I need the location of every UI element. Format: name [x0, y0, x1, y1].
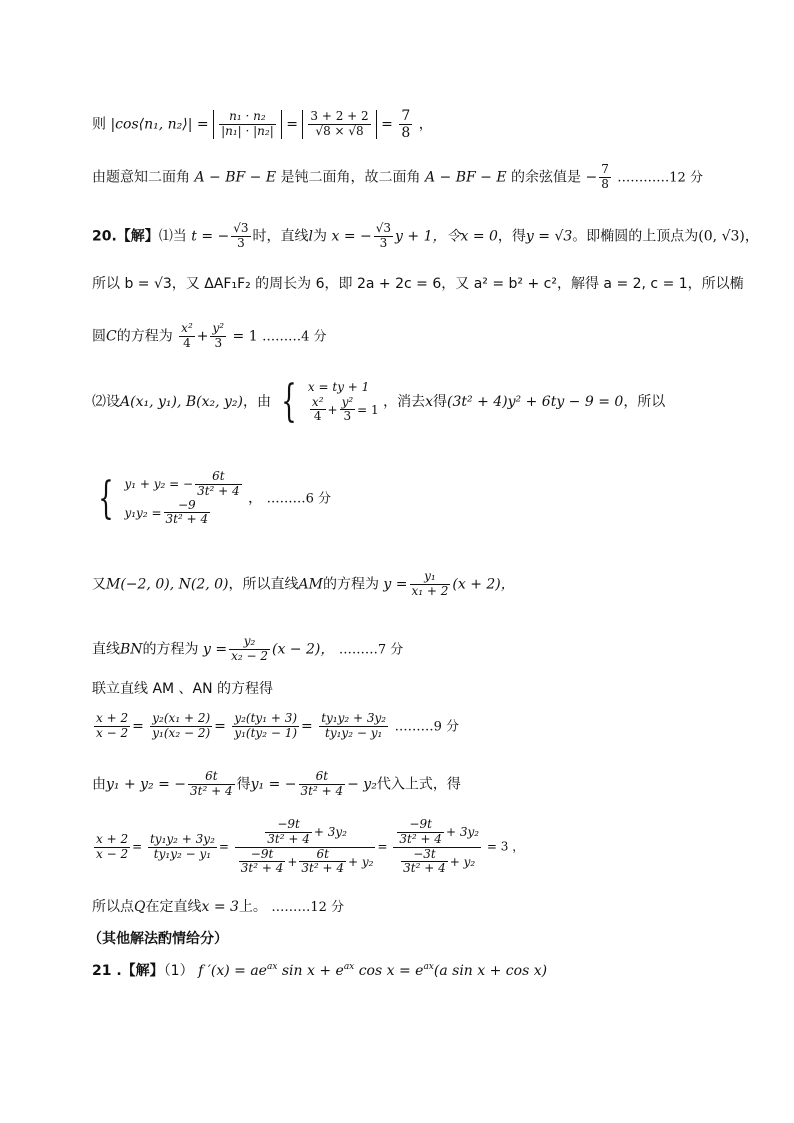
q20-heading: 20.【解】	[92, 228, 159, 245]
result-fraction: $\frac{7}{8}$	[401, 108, 411, 142]
complex-fraction-2: $\frac{-9t}{\text{3t² + 4}}$ + 3y₂ $\frac{-3t}{\text{3t² + 4}}$ + y₂	[393, 818, 481, 876]
other-methods-note: （其他解法酌情给分）	[88, 931, 228, 947]
cos-lhs: |cos⟨n₁, n₂⟩| =	[110, 116, 209, 133]
score-mark: ………7 分	[338, 642, 404, 658]
join-lines-text: 联立直线 AM 、AN 的方程得	[92, 681, 274, 697]
am-line: 又M(−2, 0), N(2, 0)，所以直线AM的方程为 y = $\frac{\text{y₁}}{\text{x₁ + 2}}$ (x + 2)，	[92, 569, 515, 598]
cos-angle-line: 则 |cos⟨n₁, n₂⟩| = $\frac{\text{n₁ · n₂}}{\text{|n₁| · |n₂|}}$ = $\frac{3 + 2 + 2}{√8 \times √8}$ = $\frac{7}{8}$ ，	[92, 108, 433, 142]
score-mark: …………12 分	[617, 170, 703, 186]
score-mark: ………4 分	[262, 329, 327, 345]
q20-part2-line: ⑵设A(x₁, y₁), B(x₂, y₂)，由 { x = ty + 1 $\frac{\text{x²}}{4}$ + $\frac{\text{y²}}{3}$ = 1 ，消去x得(3t² + 4)y² + 6ty − 9 = 0，所以	[92, 376, 666, 428]
bn-line: 直线BN的方程为 y = $\frac{\text{y₂}}{\text{x₂ − 2}}$ (x − 2)， ………7 分	[92, 634, 404, 663]
system-brace: {	[281, 376, 298, 428]
score-mark: ………12 分	[271, 900, 345, 915]
q20-line2: 所以 b = √3，又 ΔAF₁F₂ 的周长为 6，即 2a + 2c = 6，又 a² = b² + c²，解得 a = 2, c = 1，所以椭	[92, 276, 744, 292]
complex-fraction-1: $\frac{-9t}{\text{3t² + 4}}$ + 3y₂ $\frac{-9t}{\text{3t² + 4}}$ + $\frac{6t}{\text{3t² + 4}}$ + y₂	[235, 818, 376, 876]
q20-part1-line: 20.【解】⑴当 t = − $\frac{√3}{3}$ 时，直线l为 x = − $\frac{√3}{3}$ y + 1，令x = 0，得y = √3。即椭圆的上顶点为(0, √3)，	[92, 221, 759, 250]
q21-heading: 21 .【解】	[92, 963, 164, 979]
derivative-expression: f $'(x) = ae^{ax}$ $\sin x + e^{ax}$ $\cos x = e^{ax}(a$ sin x + cos x)	[198, 962, 548, 979]
dihedral-conclusion-line: 由题意知二面角 A − BF − E 是钝二面角，故二面角 A − BF − E 的余弦值是 − $\frac{7}{8}$ …………12 分	[92, 162, 703, 191]
ellipse-equation-line: 圆C的方程为 $\frac{\text{x²}}{4}$ + $\frac{\text{y²}}{3}$ = 1 ………4 分	[92, 321, 327, 350]
cos-value-fraction: $\frac{7}{8}$	[601, 162, 609, 191]
numeric-fraction: $\frac{3 + 2 + 2}{√8 \times √8}$	[310, 109, 369, 139]
final-ratio-line: $\frac{x + 2}{x - 2}$ = $\frac{\text{ty₁y₂ + 3y₂}}{\text{ty₁y₂ − y₁}}$ = $\frac{-9t}{\text{3t² + 4}}$ + 3y₂ $\frac{-9t}{\text{3t² + 4}}$ + $\frac{6t}{\text{3t² + 4}}$ + y₂ = $\frac{-9t}{\text{3t² + 4}}$ + 3y₂ $\frac{-3t}{\text{3t² + 4}}$ + y₂ = 3 ，	[96, 817, 525, 876]
substitution-line: 由y₁ + y₂ = − $\frac{6t}{\text{3t² + 4}}$ 得y₁ = − $\frac{6t}{\text{3t² + 4}}$ − y₂代入上式，得	[92, 769, 461, 798]
score-mark: ………6 分	[266, 491, 331, 507]
equation-system: x = ty + 1 $\frac{\text{x²}}{4}$ + $\frac{\text{y²}}{3}$ = 1	[307, 380, 379, 424]
ratio-equation-line: $\frac{x + 2}{x - 2}$ = $\frac{\text{y₂(x₁ + 2)}}{\text{y₁(x₂ − 2)}}$ = $\frac{\text{y₂(ty₁ + 3)}}{\text{y₁(ty₂ − 1)}}$ = $\frac{\text{ty₁y₂ + 3y₂}}{\text{ty₁y₂ − y₁}}$ ………9 分	[96, 711, 459, 740]
vector-dot-fraction: $\frac{\text{n₁ · n₂}}{\text{|n₁| · |n₂|}}$	[221, 109, 274, 139]
conclusion-line: 所以点Q在定直线x = 3上。 ………12 分	[92, 899, 345, 915]
score-mark: ………9 分	[394, 719, 459, 735]
vieta-system-line: { y₁ + y₂ = − $\frac{6t}{\text{3t² + 4}}$ y₁y₂ = $\frac{-9}{\text{3t² + 4}}$ ， ………6 分	[98, 469, 331, 527]
q21-line: 21 .【解】（1） f $'(x) = ae^{ax}$ $\sin x + e^{ax}$ $\cos x = e^{ax}(a$ sin x + cos x)	[92, 962, 548, 979]
text-ze: 则	[92, 116, 106, 133]
